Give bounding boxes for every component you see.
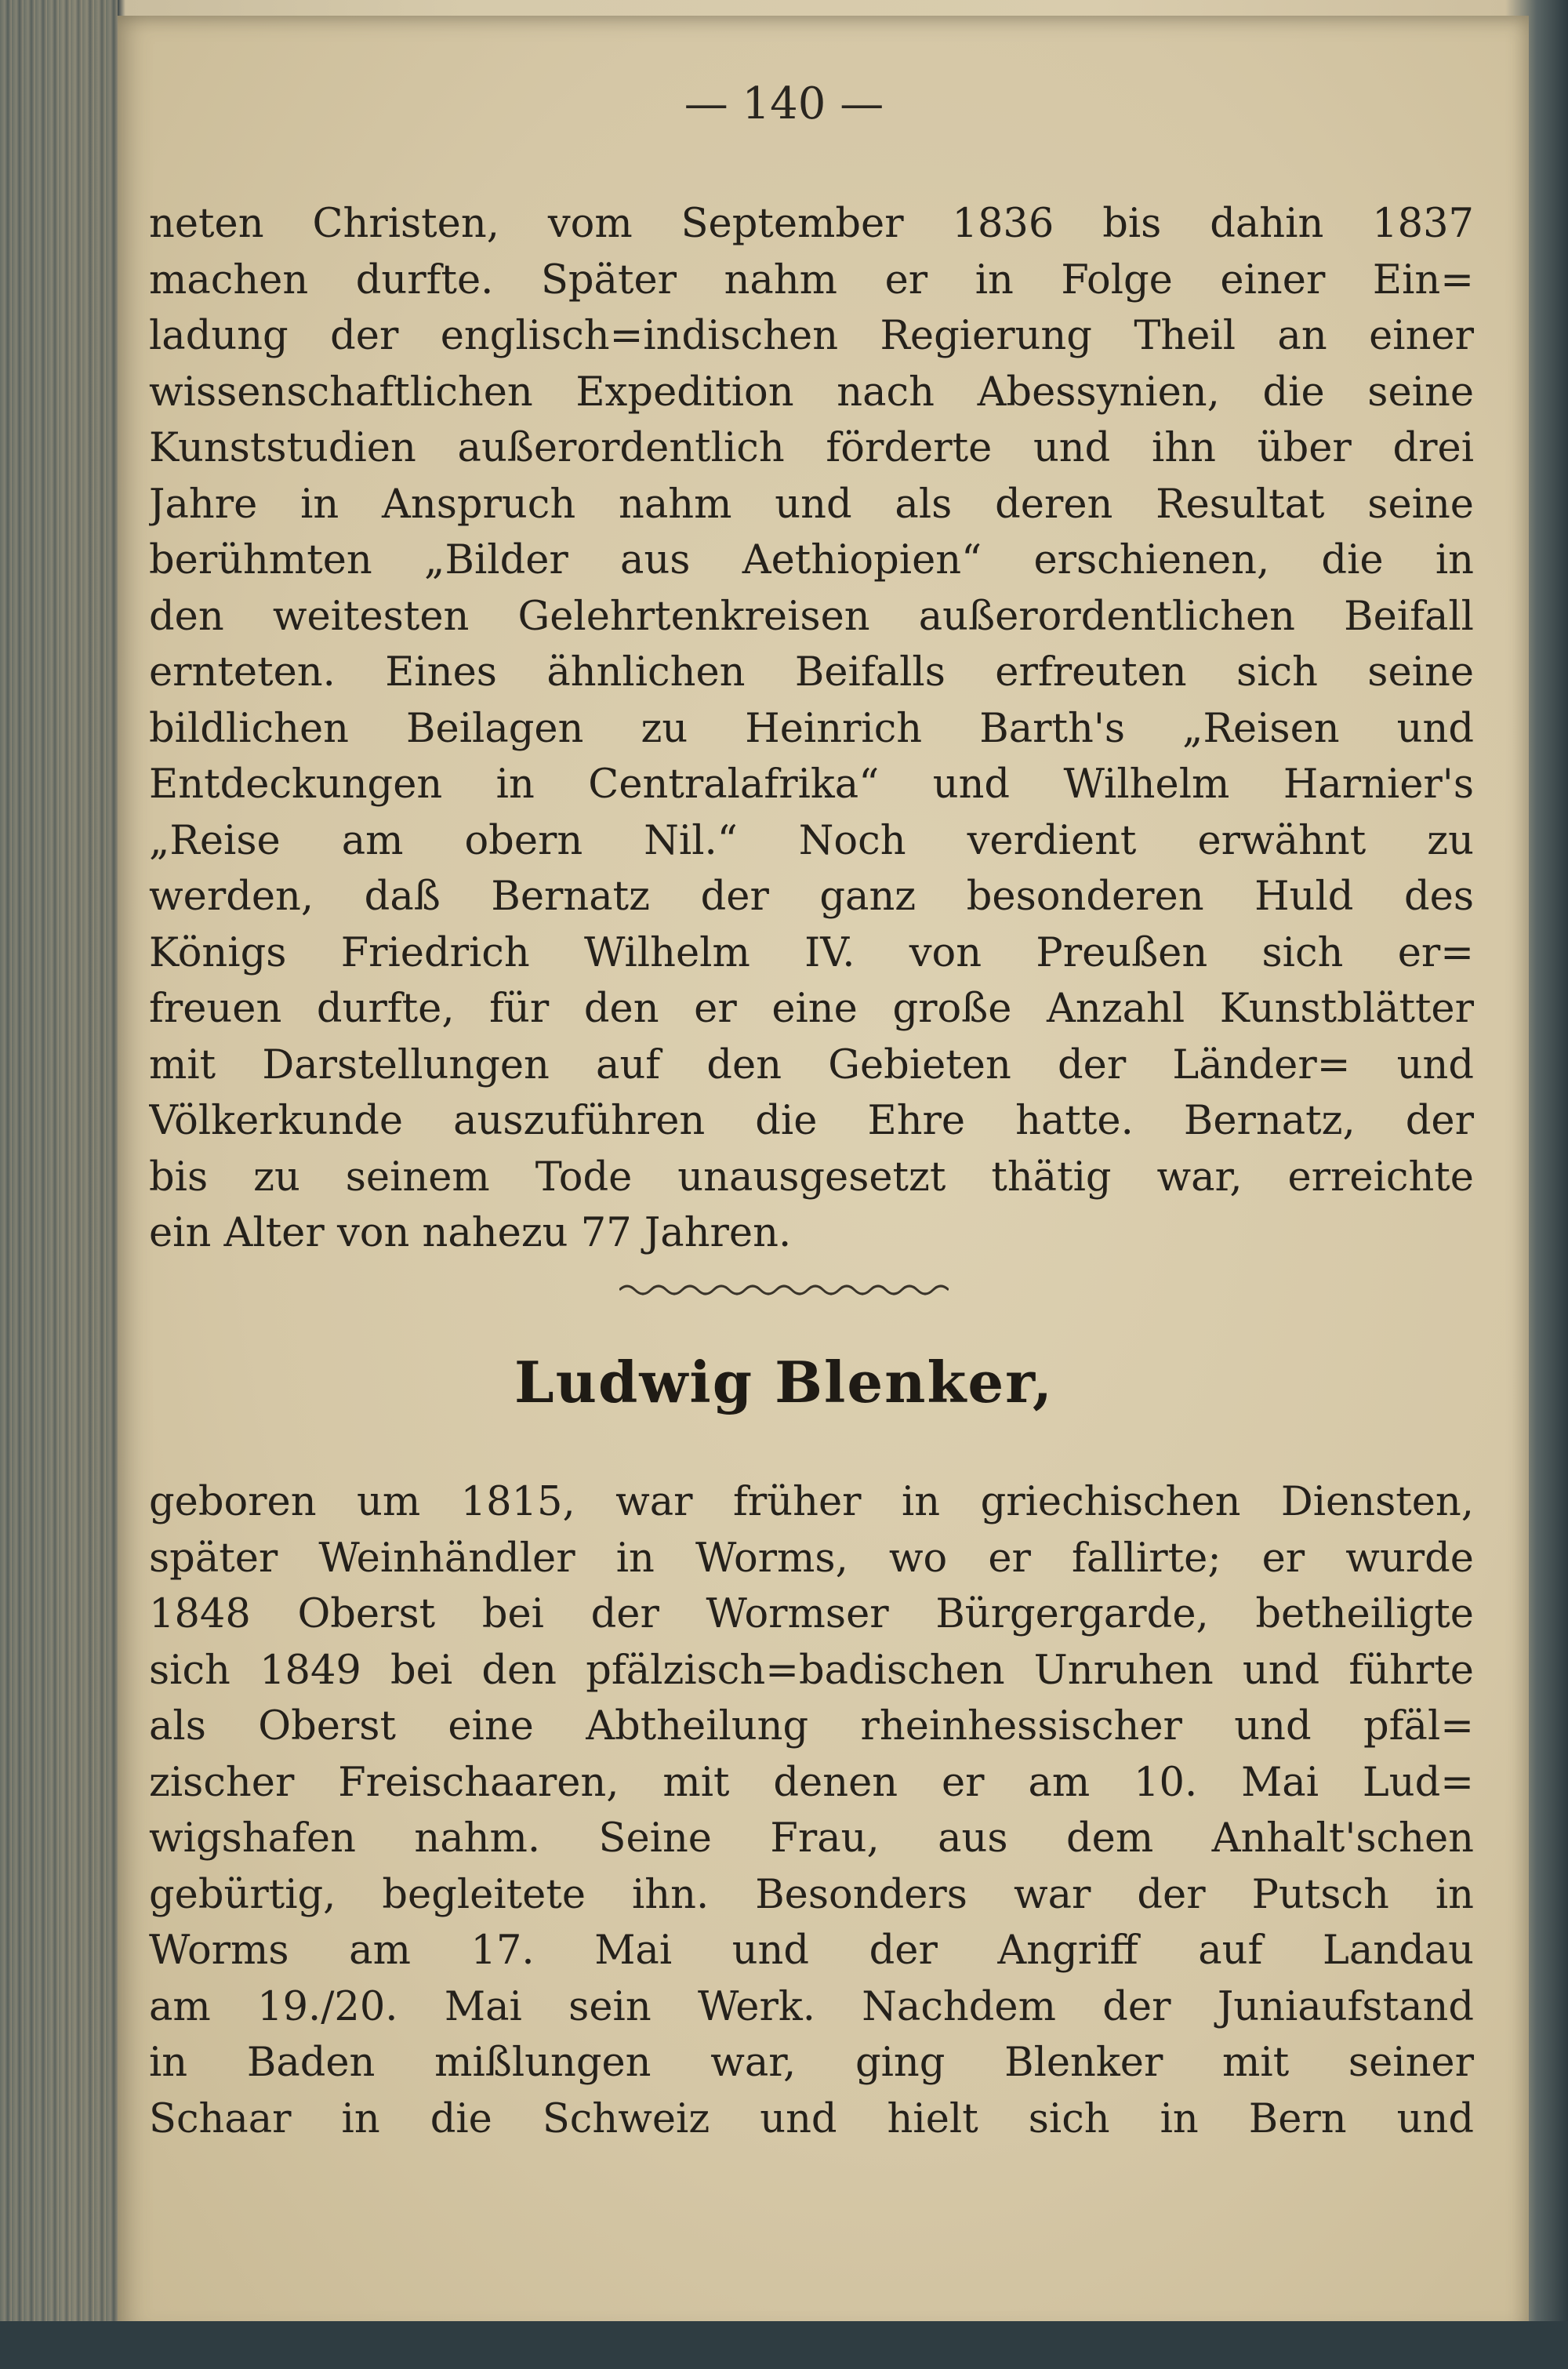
text-line: Völkerkunde auszuführen die Ehre hatte. Bernatz, der: [149, 1098, 1474, 1144]
section-heading: Ludwig Blenker,: [514, 1349, 1054, 1415]
scan-background: [0, 2321, 1568, 2369]
text-line: Königs Friedrich Wilhelm IV. von Preußen sich er=: [149, 929, 1474, 976]
text-line: Schaar in die Schweiz und hielt sich in Bern und: [149, 2095, 1474, 2142]
paragraph-blenker: [149, 1474, 1474, 2147]
text-line: zischer Freischaaren, mit denen er am 10. Mai Lud=: [149, 1759, 1474, 1806]
text-line: berühmten „Bilder aus Aethiopien“ erschienen, die in: [149, 537, 1474, 583]
text-line: ernteten. Eines ähnlichen Beifalls erfreuten sich seine: [149, 649, 1474, 696]
text-line: gebürtig, begleitete ihn. Besonders war der Putsch in: [149, 1871, 1474, 1918]
text-line: den weitesten Gelehrtenkreisen außerordentlichen Beifall: [149, 593, 1474, 640]
text-line: Worms am 17. Mai und der Angriff auf Landau: [149, 1928, 1474, 1974]
text-line: mit Darstellungen auf den Gebieten der Länder= und: [149, 1041, 1474, 1088]
text-line: bis zu seinem Tode unausgesetzt thätig war, erreichte: [149, 1154, 1474, 1201]
text-line: am 19./20. Mai sein Werk. Nachdem der Juniaufstand: [149, 1983, 1474, 2030]
text-line: neten Christen, vom September 1836 bis dahin 1837: [149, 201, 1474, 247]
text-line: sich 1849 bei den pfälzisch=badischen Unruhen und führte: [149, 1647, 1474, 1694]
text-line: als Oberst eine Abtheilung rheinhessischer und pfäl=: [149, 1703, 1474, 1749]
text-line: bildlichen Beilagen zu Heinrich Barth's „Reisen und: [149, 705, 1474, 752]
text-line: in Baden mißlungen war, ging Blenker mit seiner: [149, 2040, 1474, 2086]
page-number: — 140 —: [684, 78, 884, 129]
text-line: ein Alter von nahezu 77 Jahren.: [149, 1210, 792, 1256]
section-divider-ornament: [619, 1278, 949, 1302]
text-line: wigshafen nahm. Seine Frau, aus dem Anhalt'schen: [149, 1815, 1474, 1862]
text-line: „Reise am obern Nil.“ Noch verdient erwähnt zu: [149, 817, 1474, 864]
text-line: 1848 Oberst bei der Wormser Bürgergarde, betheiligte: [149, 1591, 1474, 1637]
text-line: machen durfte. Später nahm er in Folge einer Ein=: [149, 256, 1474, 303]
paragraph-bernatz: [149, 196, 1474, 1262]
text-line: Entdeckungen in Centralafrika“ und Wilhelm Harnier's: [149, 761, 1474, 808]
text-line: wissenschaftlichen Expedition nach Abessynien, die seine: [149, 369, 1474, 416]
text-line: geboren um 1815, war früher in griechischen Diensten,: [149, 1479, 1474, 1525]
text-line: Jahre in Anspruch nahm und als deren Resultat seine: [149, 481, 1474, 528]
text-line: ladung der englisch=indischen Regierung Theil an einer: [149, 313, 1474, 359]
text-line: werden, daß Bernatz der ganz besonderen Huld des: [149, 874, 1474, 920]
text-line: Kunststudien außerordentlich förderte und ihn über drei: [149, 425, 1474, 471]
text-line: später Weinhändler in Worms, wo er fallirte; er wurde: [149, 1535, 1474, 1582]
text-line: freuen durfte, für den er eine große Anzahl Kunstblätter: [149, 986, 1474, 1032]
book-page-edges: [0, 0, 118, 2369]
